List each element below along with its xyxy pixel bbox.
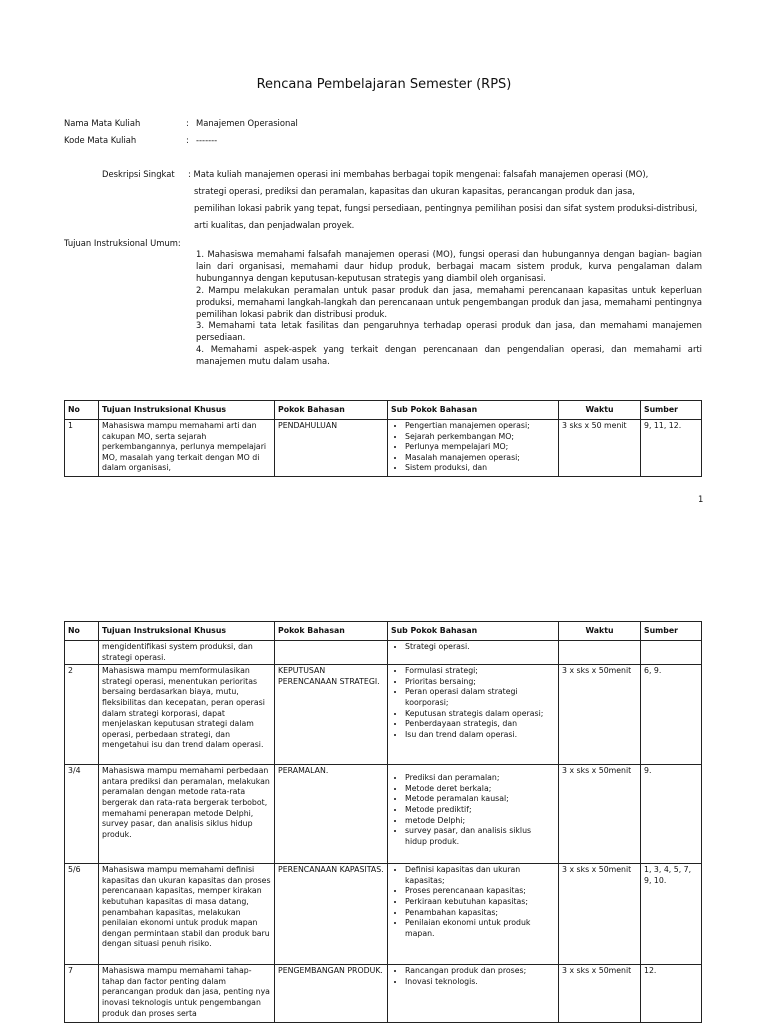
sub-topic-list <box>391 666 555 740</box>
description-line: pemilihan lokasi pabrik yang tepat, fungsi persediaan, pentingnya pemilihan posisi dan sifat system produksi-distribusi, <box>194 203 698 213</box>
course-name-label: Nama Mata Kuliah <box>64 118 141 128</box>
sub-topic-item: • Strategi operasi. <box>405 642 555 653</box>
cell-tujuan: Mahasiswa mampu memahami tahap-tahap dan factor penting dalam perancangan produk dan jasa, penting nya inovasi teknologis untuk pengembangan produk dan proses serta <box>99 965 275 1023</box>
general-objectives-list <box>196 249 702 368</box>
objective-item: 2. Mampu melakukan peramalan untuk pasar produk dan jasa, memahami perencanaan kapasitas untuk keperluan produksi, memahami langkah-langkah dan perencanaan untuk pengembangan produk dan jasa, memahami pentingnya pemilihan lokasi pabrik dan distribusi produk. <box>196 284 702 319</box>
rps-table-page2 <box>64 621 702 1023</box>
course-code-row <box>64 135 217 145</box>
cell-waktu: 3 x sks x 50menit <box>559 765 641 864</box>
cell-sumber: 6, 9. <box>641 665 702 765</box>
cell-no: 7 <box>65 965 99 1023</box>
objective-item: 4. Memahami aspek-aspek yang terkait dengan perencanaan dan pengendalian operasi, dan memahami arti manajemen mutu dalam usaha. <box>196 344 702 367</box>
general-objectives-label: Tujuan Instruksional Umum: <box>64 238 181 248</box>
table-row <box>65 965 702 1023</box>
cell-waktu: 3 x sks x 50menit <box>559 965 641 1023</box>
table-row <box>65 641 702 665</box>
table-row <box>65 420 702 477</box>
header-tujuan: Tujuan Instruksional Khusus <box>99 622 275 641</box>
cell-sub <box>388 965 559 1023</box>
sub-topic-item: • Perlunya mempelajari MO; <box>405 442 555 453</box>
sub-topic-list <box>391 773 555 847</box>
sub-topic-item: • Metode deret berkala; <box>405 784 555 795</box>
table-row <box>65 665 702 765</box>
sub-topic-item: • Prioritas bersaing; <box>405 677 555 688</box>
sub-topic-item: • Perkiraan kebutuhan kapasitas; <box>405 897 555 908</box>
cell-no: 5/6 <box>65 864 99 965</box>
cell-sumber <box>641 641 702 665</box>
header-waktu: Waktu <box>559 622 641 641</box>
sub-topic-list <box>391 642 555 653</box>
cell-waktu: 3 x sks x 50menit <box>559 864 641 965</box>
cell-sumber: 9. <box>641 765 702 864</box>
cell-no: 3/4 <box>65 765 99 864</box>
cell-pokok: KEPUTUSAN PERENCANAAN STRATEGI. <box>275 665 388 765</box>
sub-topic-list <box>391 865 555 939</box>
sub-topic-item: • Penilaian ekonomi untuk produk mapan. <box>405 918 555 939</box>
sub-topic-list <box>391 421 555 474</box>
description-line: strategi operasi, prediksi dan peramalan, kapasitas dan ukuran kapasitas, perancangan produk dan jasa, <box>194 186 635 196</box>
table-header-row <box>65 401 702 420</box>
cell-sub <box>388 765 559 864</box>
header-sumber: Sumber <box>641 401 702 420</box>
cell-tujuan: Mahasiswa mampu memahami arti dan cakupan MO, serta sejarah perkembangannya, perlunya mempelajari MO, masalah yang terkait dengan MO di dalam organisasi, <box>99 420 275 477</box>
objective-item: 1. Mahasiswa memahami falsafah manajemen operasi (MO), fungsi operasi dan hubungannya dengan bagian- bagian lain dari organisasi, memahami daur hidup produk, berbagai macam sistem produk, kurva pengalaman dalam hubungannya dengan keputusan-keputusan strategis yang diambil oleh organisasi. <box>196 249 702 283</box>
sub-topic-item: • Penambahan kapasitas; <box>405 908 555 919</box>
page-title: Rencana Pembelajaran Semester (RPS) <box>256 77 512 92</box>
header-sumber: Sumber <box>641 622 702 641</box>
table-header-row <box>65 622 702 641</box>
colon: : <box>186 118 189 128</box>
sub-topic-item: • metode Delphi; <box>405 816 555 827</box>
cell-no <box>65 641 99 665</box>
cell-pokok: PENDAHULUAN <box>275 420 388 477</box>
header-sub: Sub Pokok Bahasan <box>388 401 559 420</box>
course-code-value: ------- <box>196 135 218 145</box>
header-tujuan: Tujuan Instruksional Khusus <box>99 401 275 420</box>
header-waktu: Waktu <box>559 401 641 420</box>
header-pokok: Pokok Bahasan <box>275 401 388 420</box>
sub-topic-item: • Definisi kapasitas dan ukuran kapasitas; <box>405 865 555 886</box>
sub-topic-item: • Metode peramalan kausal; <box>405 794 555 805</box>
header-no: No <box>65 401 99 420</box>
cell-tujuan: mengidentifikasi system produksi, dan strategi operasi. <box>99 641 275 665</box>
description-line: arti kualitas, dan penjadwalan proyek. <box>194 220 355 230</box>
sub-topic-item: • Rancangan produk dan proses; <box>405 966 555 977</box>
sub-topic-item: • Penberdayaan strategis, dan <box>405 719 555 730</box>
cell-sub <box>388 641 559 665</box>
sub-topic-item: • Sistem produksi, dan <box>405 463 555 474</box>
sub-topic-item: • Formulasi strategi; <box>405 666 555 677</box>
cell-pokok <box>275 641 388 665</box>
sub-topic-item: • Keputusan strategis dalam operasi; <box>405 709 555 720</box>
cell-sub <box>388 420 559 477</box>
cell-waktu: 3 sks x 50 menit <box>559 420 641 477</box>
cell-no: 1 <box>65 420 99 477</box>
rps-table-page1 <box>64 400 702 477</box>
cell-tujuan: Mahasiswa mampu memahami definisi kapasitas dan ukuran kapasitas dan proses perencanaan kapasitas, memper kirakan kebutuhan kapasitas di masa datang, penambahan kapasitas, melakukan penilaian ekonomi untuk produk mapan dengan permintaan stabil dan produk baru dengan situasi penuh risiko. <box>99 864 275 965</box>
cell-sumber: 12. <box>641 965 702 1023</box>
sub-topic-item: • Metode prediktif; <box>405 805 555 816</box>
sub-topic-item: • Sejarah perkembangan MO; <box>405 432 555 443</box>
cell-pokok: PENGEMBANGAN PRODUK. <box>275 965 388 1023</box>
sub-topic-item: • Pengertian manajemen operasi; <box>405 421 555 432</box>
sub-topic-item: • Prediksi dan peramalan; <box>405 773 555 784</box>
sub-topic-item: • Proses perencanaan kapasitas; <box>405 886 555 897</box>
cell-sumber: 1, 3, 4, 5, 7, 9, 10. <box>641 864 702 965</box>
cell-tujuan: Mahasiswa mampu memformulasikan strategi operasi, menentukan perioritas bersaing berdasarkan biaya, mutu, fleksibilitas dan kecepatan, peran operasi dalam strategi korporasi, dapat menjelaskan keputusan strategi dalam operasi, perbedaan strategi, dan mengetahui isu dan trend dalam operasi. <box>99 665 275 765</box>
cell-tujuan: Mahasiswa mampu memahami perbedaan antara prediksi dan peramalan, melakukan peramalan dengan metode rata-rata bergerak dan rata-rata bergerak terbobot, memahami penerapan metode Delphi, survey pasar, dan analisis siklus hidup produk. <box>99 765 275 864</box>
cell-sumber: 9, 11, 12. <box>641 420 702 477</box>
course-name-row <box>64 118 298 128</box>
cell-waktu <box>559 641 641 665</box>
cell-no: 2 <box>65 665 99 765</box>
sub-topic-item: • Inovasi teknologis. <box>405 977 555 988</box>
cell-pokok: PERENCANAAN KAPASITAS. <box>275 864 388 965</box>
sub-topic-item: • Isu dan trend dalam operasi. <box>405 730 555 741</box>
page-number: 1 <box>698 494 704 504</box>
header-pokok: Pokok Bahasan <box>275 622 388 641</box>
description-line: : Mata kuliah manajemen operasi ini membahas berbagai topik mengenai: falsafah manajemen operasi (MO), <box>188 169 649 179</box>
cell-waktu: 3 x sks x 50menit <box>559 665 641 765</box>
description-label: Deskripsi Singkat <box>102 169 175 179</box>
objective-item: 3. Memahami tata letak fasilitas dan pengaruhnya terhadap operasi produk dan jasa, dan memahami manajemen persediaan. <box>196 320 702 343</box>
course-name-value: Manajemen Operasional <box>196 118 298 128</box>
sub-topic-item: • survey pasar, dan analisis siklus hidup produk. <box>405 826 555 847</box>
course-code-label: Kode Mata Kuliah <box>64 135 137 145</box>
sub-topic-list <box>391 966 555 987</box>
cell-sub <box>388 665 559 765</box>
cell-pokok: PERAMALAN. <box>275 765 388 864</box>
sub-topic-item: • Peran operasi dalam strategi koorporasi; <box>405 687 555 708</box>
header-no: No <box>65 622 99 641</box>
cell-sub <box>388 864 559 965</box>
colon: : <box>186 135 189 145</box>
table-row <box>65 864 702 965</box>
sub-topic-item: • Masalah manajemen operasi; <box>405 453 555 464</box>
header-sub: Sub Pokok Bahasan <box>388 622 559 641</box>
table-row <box>65 765 702 864</box>
